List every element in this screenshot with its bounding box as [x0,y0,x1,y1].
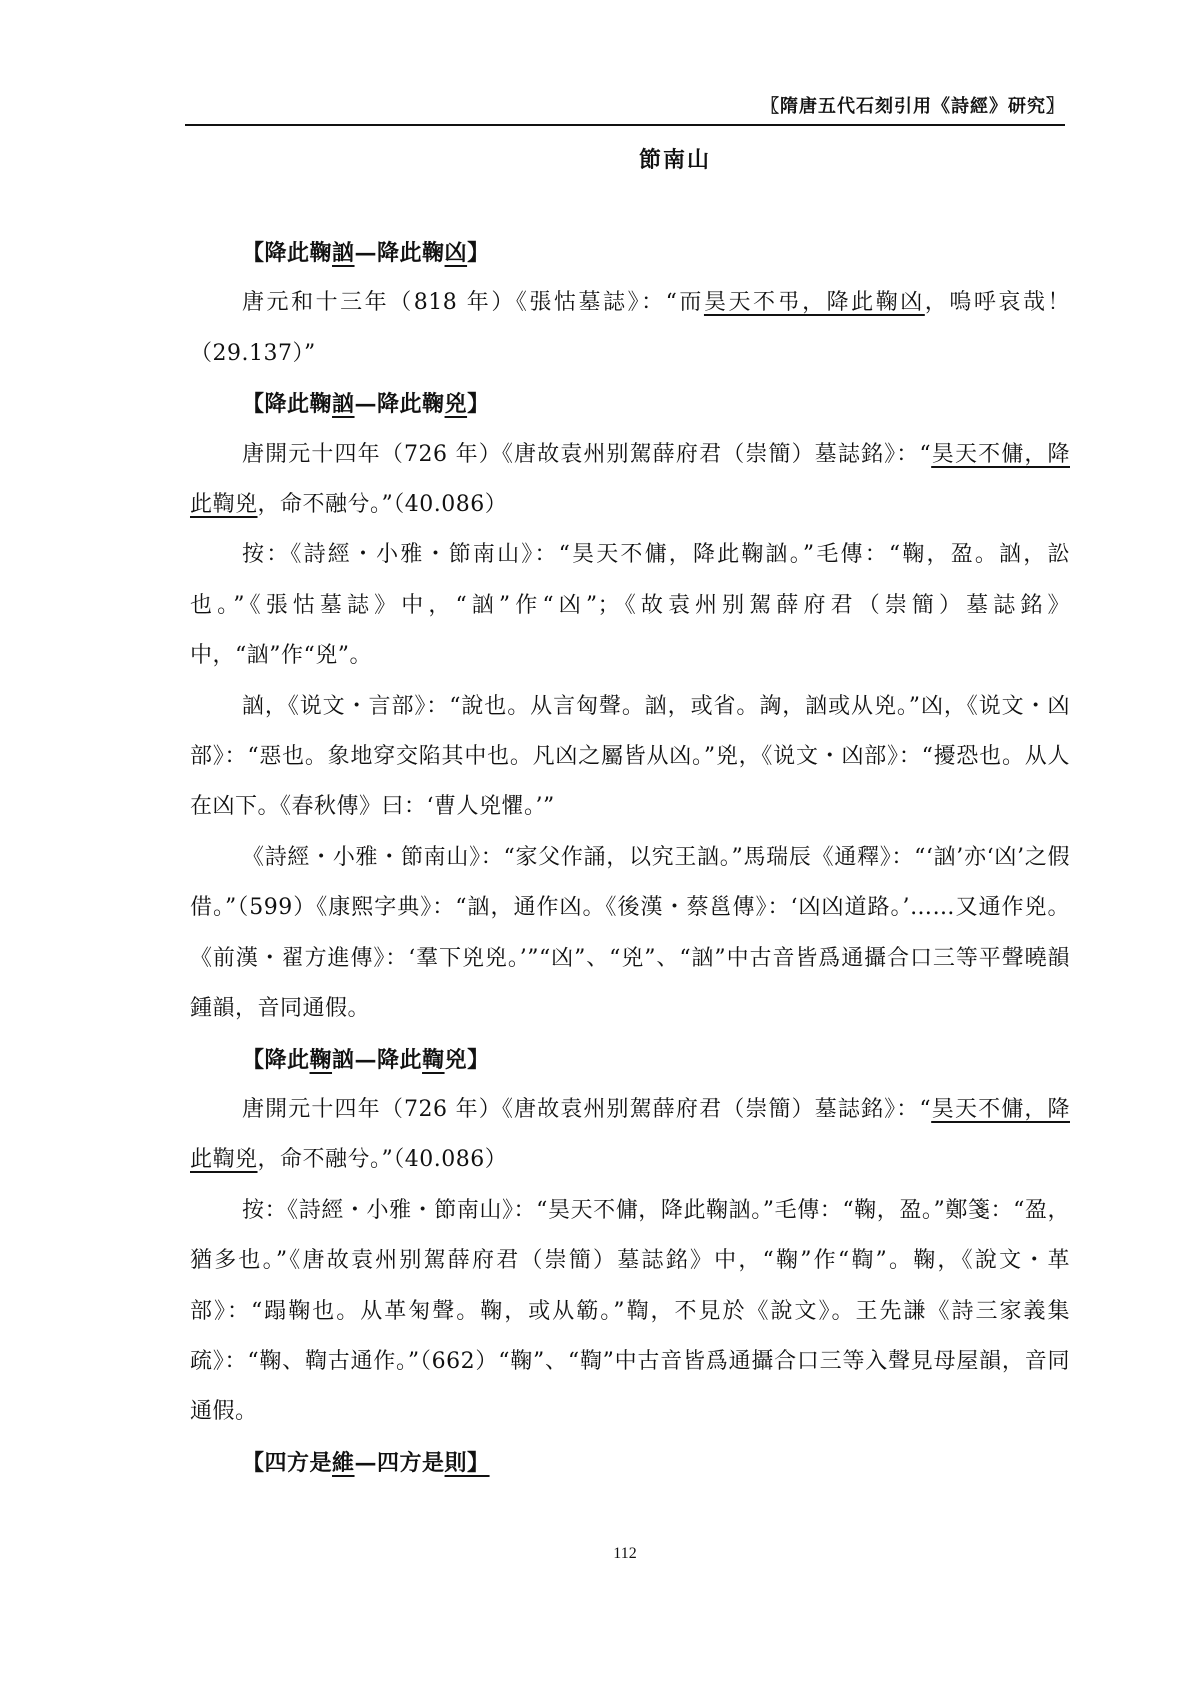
text-segment: 【四方是 [242,1449,333,1476]
underlined-text: 凶 [444,240,468,266]
section-heading [190,1438,1070,1488]
underlined-text: 維 [332,1449,355,1476]
text-segment: ，嗚呼哀哉！（29.137）” [190,290,1070,366]
text-segment: 兇】 [444,1046,490,1073]
paragraph [190,1186,1070,1438]
running-header: 〖隋唐五代石刻引用《詩經》研究〗 [761,96,1065,117]
section-heading [190,228,1070,278]
text-segment: 《詩經・小雅・節南山》：“家父作誦，以究王訩。”馬瑞辰《通釋》：“‘訩’亦‘凶’之假借。”（599）《康熙字典》：“訩，通作凶。《後漢・蔡邕傳》：‘凶凶道路。’……又通作兇。《前漢・翟方進傳》：‘羣下兇兇。’”“凶”、“兇”、“訩”中古音皆爲通攝合口三等平聲曉韻鍾韻，音同通假。 [190,844,1070,1022]
underlined-text: 鞠 [309,1046,333,1073]
text-segment: 按：《詩經・小雅・節南山》：“昊天不傭，降此鞠訩。”毛傳：“鞠，盈。訩，訟也。”《張怙墓誌》中，“訩”作“凶”；《故袁州别駕薛府君（崇簡）墓誌銘》中，“訩”作“兇”。 [190,542,1070,669]
text-segment: 【降此鞠 [242,240,333,266]
text-segment: 訩，《说文・言部》：“說也。从言匈聲。訩，或省。詾，訩或从兇。”凶，《说文・凶部》：“惡也。象地穿交陷其中也。凡凶之屬皆从凶。”兇，《说文・凶部》：“擾恐也。从人在凶下。《春秋傳》曰：‘曹人兇懼。’” [190,693,1070,820]
underlined-text: 兇 [444,391,468,418]
section-title: 節南山 [638,147,711,173]
paragraph [190,833,1070,1035]
paragraph [190,1085,1070,1186]
page-number: 112 [613,1545,637,1562]
text-segment: 】 [467,240,490,266]
paragraph [190,530,1070,681]
text-segment: 【降此 [242,1046,310,1073]
underlined-text: 訩 [332,391,355,418]
underlined-text: 則】 [444,1449,490,1476]
text-segment: ，命不融兮。”（40.086） [257,1147,508,1173]
text-segment: —降此鞠 [354,391,445,418]
section-heading [190,1035,1070,1085]
text-segment: 按：《詩經・小雅・節南山》：“昊天不傭，降此鞠訩。”毛傳：“鞠，盈。”鄭箋：“盈，猶多也。”《唐故袁州别駕薛府君（崇簡）墓誌銘》中，“鞠”作“鞫”。鞠，《說文・革部》：“蹋鞠也。从革匊聲。鞠，或从簕。”鞫，不見於《說文》。王先謙《詩三家義集疏》：“鞠、鞫古通作。”（662）“鞠”、“鞫”中古音皆爲通攝合口三等入聲見母屋韻，音同通假。 [190,1197,1070,1425]
text-segment: 訩—降此 [332,1046,423,1073]
underlined-text: 鞫 [422,1046,445,1073]
text-segment: —四方是 [354,1449,445,1476]
underlined-text: 昊天不弔，降此鞠凶 [703,290,925,316]
text-segment: 】 [467,391,490,418]
section-heading [190,379,1070,429]
text-segment: 唐元和十三年（818 年）《張怙墓誌》：“而 [242,290,704,316]
text-segment: ，命不融兮。”（40.086） [257,492,508,518]
paragraph [190,682,1070,833]
underlined-text: 昊天不傭，降此鞫兇 [190,441,1070,518]
document-body [190,228,1070,1488]
text-segment: —降此鞠 [354,240,445,266]
paragraph [190,278,1070,379]
text-segment: 唐開元十四年（726 年）《唐故袁州别駕薛府君（崇簡）墓誌銘》：“ [242,441,932,467]
text-segment: 【降此鞠 [242,391,333,418]
header-rule [185,124,1065,126]
underlined-text: 昊天不傭，降此鞫兇 [190,1096,1070,1173]
paragraph [190,430,1070,531]
text-segment: 唐開元十四年（726 年）《唐故袁州别駕薛府君（崇簡）墓誌銘》：“ [242,1096,932,1122]
underlined-text: 訩 [332,240,355,266]
